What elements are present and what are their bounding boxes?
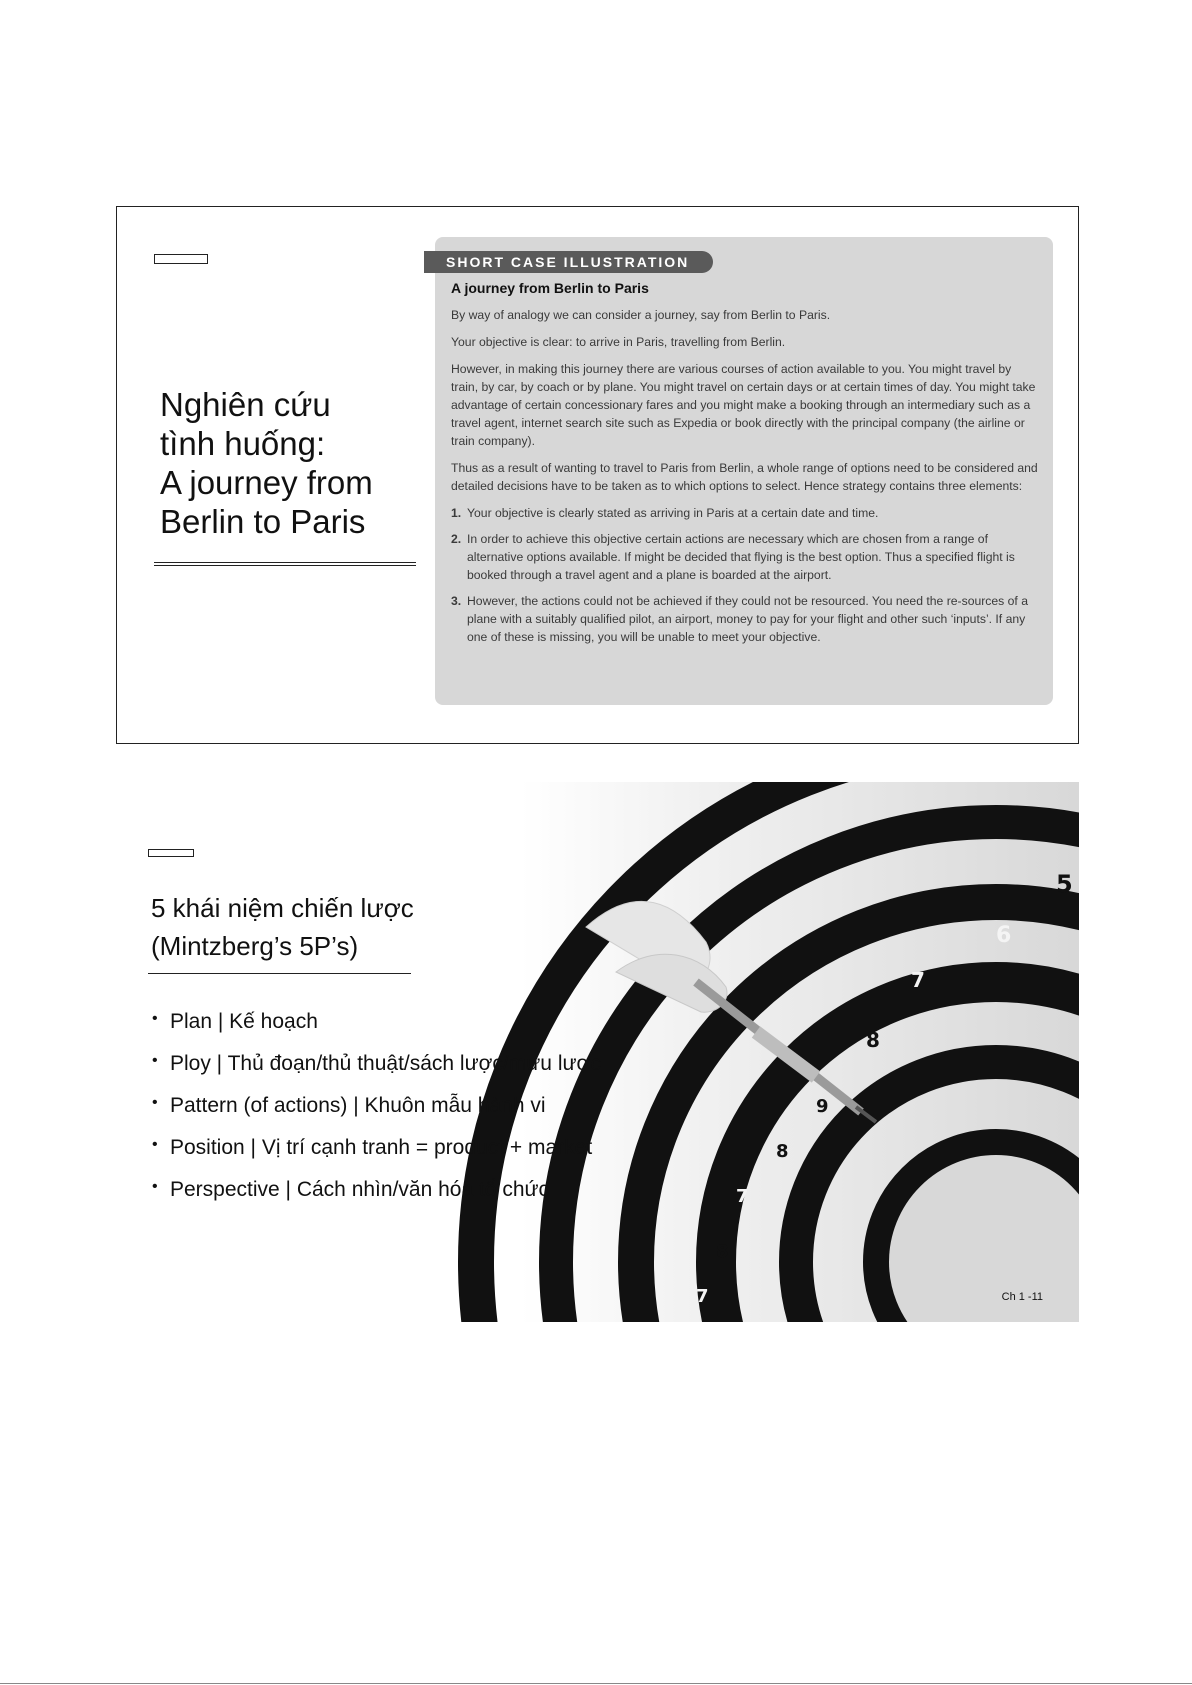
- slide-title: [160, 385, 420, 541]
- bullet-dot: •: [152, 1094, 158, 1111]
- target-number: 8: [716, 1241, 729, 1262]
- case-list: [451, 504, 1039, 646]
- list-text: In order to achieve this objective certain actions are necessary which are chosen from a range of alternative options available. If might be decided that flying is the best option. Thus a specified flight is booked through a travel agent and a plane is boarded at the airport.: [467, 532, 1015, 582]
- list-number: 2.: [451, 532, 462, 546]
- bullet-item: [152, 1092, 601, 1134]
- slide-tag-box: [148, 849, 194, 857]
- target-number: 8: [866, 1028, 880, 1052]
- bullet-dot: •: [152, 1010, 158, 1027]
- list-text: However, the actions could not be achieved if they could not be resourced. You need the re-sources of a plane with a suitably qualified pilot, an airport, money to pay for your flight and other such ‘inputs’. If any one of these is missing, you will be unable to meet your objective.: [467, 594, 1028, 644]
- list-number: 3.: [451, 594, 462, 608]
- target-number: 6: [996, 923, 1012, 948]
- bullet-item: [152, 1050, 601, 1092]
- bullet-text: Position | Vị trí cạnh tranh = product + market: [170, 1136, 593, 1159]
- title-line: Berlin to Paris: [160, 503, 366, 540]
- title-line: 5 khái niệm chiến lược: [151, 893, 414, 923]
- list-number: 1.: [451, 506, 462, 520]
- target-number: 8: [776, 1141, 789, 1162]
- case-paragraph: Thus as a result of wanting to travel to Paris from Berlin, a whole range of options need to be considered and detailed decisions have to be taken as to which options to select. Hence strategy contains three elements:: [451, 461, 1038, 493]
- bullet-list: [152, 1008, 601, 1218]
- target-number: 9: [816, 1096, 829, 1117]
- case-paragraph: Your objective is clear: to arrive in Paris, travelling from Berlin.: [451, 335, 786, 349]
- mintzberg-slide: [116, 782, 1079, 1322]
- case-list-item: [451, 530, 1039, 584]
- case-list-item: [451, 592, 1039, 646]
- bullet-item: [152, 1176, 601, 1218]
- target-number: 7: [736, 1186, 749, 1207]
- case-paragraph: However, in making this journey there are various courses of action available to you. You might travel by train, by car, by coach or by plane. You might travel on certain days or at certain times of day. You might take advantage of certain concessionary fares and you might make a booking through an intermediary such as a travel agent, internet search site such as Expedia or book directly with the principal company (the airline or train company).: [451, 362, 1036, 448]
- bullet-text: Ploy | Thủ đoạn/thủ thuật/sách lược/mưu lược: [170, 1052, 601, 1075]
- bullet-text: Perspective | Cách nhìn/văn hóa tổ chức: [170, 1178, 550, 1201]
- case-body: [451, 279, 1039, 654]
- target-number: 7: [696, 1286, 709, 1307]
- list-text: Your objective is clearly stated as arriving in Paris at a certain date and time.: [467, 506, 879, 520]
- case-label: SHORT CASE ILLUSTRATION: [424, 251, 713, 273]
- slide-tag-box: [154, 254, 208, 264]
- slide-title: [151, 889, 414, 965]
- title-line: A journey from: [160, 464, 373, 501]
- page-bottom-line: [0, 1683, 1192, 1684]
- case-list-item: [451, 504, 1039, 522]
- case-paragraph: By way of analogy we can consider a journey, say from Berlin to Paris.: [451, 308, 831, 322]
- title-line: Nghiên cứu: [160, 386, 331, 423]
- title-underline: [148, 973, 411, 974]
- bullet-text: Pattern (of actions) | Khuôn mẫu hành vi: [170, 1094, 546, 1117]
- case-study-slide: [116, 206, 1079, 744]
- bullet-dot: •: [152, 1136, 158, 1153]
- title-line: tình huống:: [160, 425, 326, 462]
- bullet-dot: •: [152, 1178, 158, 1195]
- target-number: 7: [911, 968, 925, 992]
- bullet-text: Plan | Kế hoạch: [170, 1010, 318, 1033]
- case-heading: A journey from Berlin to Paris: [451, 280, 649, 296]
- page-number: Ch 1 -11: [1001, 1291, 1043, 1303]
- title-underline: [154, 562, 416, 566]
- case-illustration-box: [435, 237, 1053, 705]
- bullet-item: [152, 1008, 601, 1050]
- bullet-dot: •: [152, 1052, 158, 1069]
- bullet-item: [152, 1134, 601, 1176]
- title-line: (Mintzberg’s 5P’s): [151, 931, 359, 961]
- target-number: 5: [1056, 870, 1073, 898]
